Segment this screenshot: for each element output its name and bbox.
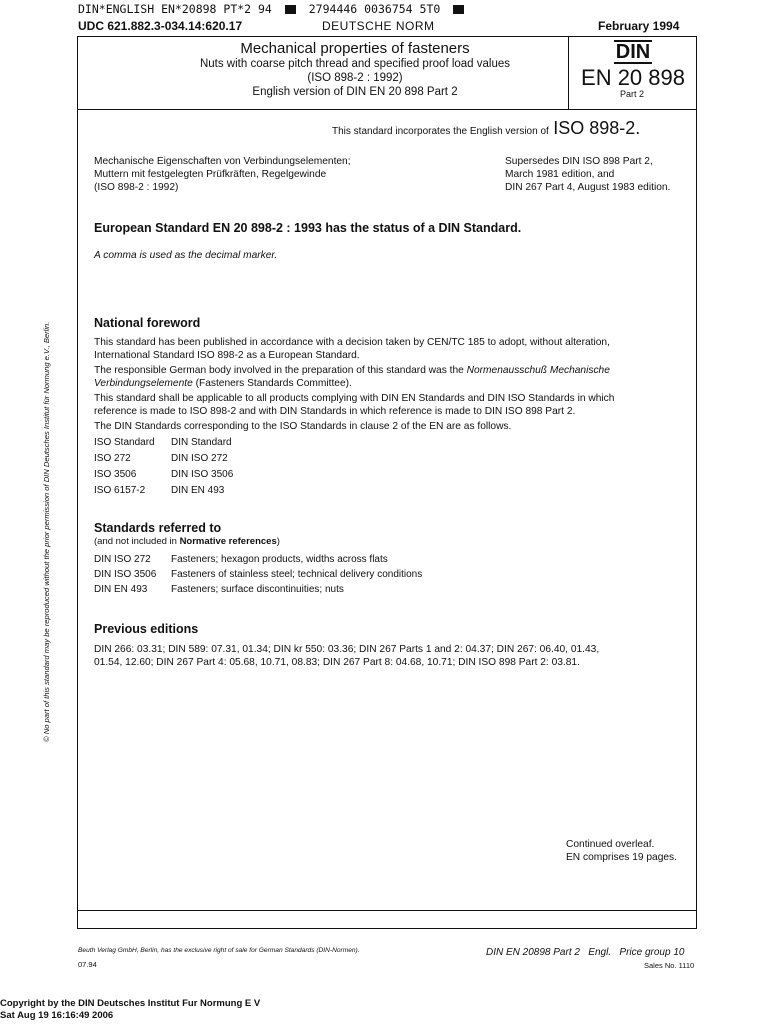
udc-number: UDC 621.882.3-034.14:620.17 xyxy=(78,19,243,33)
national-foreword-heading: National foreword xyxy=(94,316,201,330)
document-code-2: 2794446 0036754 5T0 xyxy=(308,2,441,16)
iso-reference: (ISO 898-2 : 1992) xyxy=(307,72,403,84)
supersedes-line: DIN 267 Part 4, August 1983 edition. xyxy=(505,182,671,193)
subheading-text: ) xyxy=(276,536,280,547)
title-vertical-divider xyxy=(568,36,569,109)
din-cell: DIN ISO 3506 xyxy=(171,469,234,480)
paragraph-line: reference is made to ISO 898-2 and with DIN Standards in which reference is made to DIN ISO 898 Part 2. xyxy=(94,406,576,417)
sales-number: Sales No. 1110 xyxy=(644,961,695,970)
reference-number: DIN ISO 3506 xyxy=(94,569,157,580)
footer-divider xyxy=(77,910,697,911)
table-row xyxy=(94,485,224,496)
din-logo-text: DIN xyxy=(615,41,651,63)
title-block xyxy=(150,40,560,99)
standards-referred-heading: Standards referred to xyxy=(94,521,222,535)
paragraph-line: This standard has been published in accordance with a decision taken by CEN/TC 185 to adopt, without alteration, xyxy=(94,337,610,348)
reference-row xyxy=(94,584,344,595)
copyright-side-note: © No part of this standard may be reproduced without the prior permission of DIN Deutsches Institut für Normung e.V., Berlin. xyxy=(42,321,51,742)
reference-row xyxy=(94,554,388,565)
standards-referred-subheading xyxy=(94,536,280,547)
supersedes-block xyxy=(505,155,670,194)
editions-line: 01.54, 12.60; DIN 267 Part 4: 05.68, 10.71, 08.83; DIN 267 Part 8: 04.68, 10.71; DIN ISO 898 Part 2: 03.81. xyxy=(94,657,580,668)
committee-name: Verbindungselemente xyxy=(94,378,193,389)
en-number: EN 20 898 xyxy=(581,65,685,90)
copyright-line: Copyright by the DIN Deutsches Institut Fur Normung E V xyxy=(0,998,261,1009)
german-title-line: (ISO 898-2 : 1992) xyxy=(94,182,179,193)
document-code-line xyxy=(78,2,464,16)
editions-line: DIN 266: 03.31; DIN 589: 07.31, 01.34; DIN kr 550: 03.36; DIN 267 Parts 1 and 2: 04.37; DIN 267: 06.40, 01.43, xyxy=(94,644,600,655)
document-title: Mechanical properties of fasteners xyxy=(240,40,470,57)
date-code: 07.94 xyxy=(78,960,97,969)
reference-title: Fasteners; surface discontinuities; nuts xyxy=(171,584,344,595)
page-count: EN comprises 19 pages. xyxy=(566,852,677,863)
iso-cell: ISO 6157-2 xyxy=(94,485,146,496)
continued-line: Continued overleaf. xyxy=(566,839,655,850)
reference-row xyxy=(94,569,422,580)
paragraph-line: This standard shall be applicable to all products complying with DIN EN Standards and DIN ISO Standards in which xyxy=(94,393,615,404)
copyright-timestamp: Sat Aug 19 16:16:49 2006 xyxy=(0,1010,114,1021)
english-version: English version of DIN EN 20 898 Part 2 xyxy=(252,86,458,98)
column-header-din: DIN Standard xyxy=(171,437,232,448)
reference-title: Fasteners of stainless steel; technical delivery conditions xyxy=(171,569,423,580)
iso-cell: ISO 272 xyxy=(94,453,131,464)
incorporates-line xyxy=(332,118,640,139)
previous-editions-heading: Previous editions xyxy=(94,622,199,636)
subheading-bold: Normative references xyxy=(179,536,277,547)
iso-cell: ISO 3506 xyxy=(94,469,137,480)
title-divider xyxy=(77,109,697,110)
document-subtitle: Nuts with coarse pitch thread and specified proof load values xyxy=(199,58,511,70)
reference-title: Fasteners; hexagon products, widths across flats xyxy=(171,554,388,565)
document-code: DIN*ENGLISH EN*20898 PT*2 94 xyxy=(78,2,272,16)
beuth-note: Beuth Verlag GmbH, Berlin, has the exclusive right of sale for German Standards (DIN-Normen). xyxy=(78,947,360,954)
paragraph-text: (Fasteners Standards Committee). xyxy=(192,378,352,389)
supersedes-line: March 1981 edition, and xyxy=(505,169,615,180)
status-heading: European Standard EN 20 898-2 : 1993 has the status of a DIN Standard. xyxy=(94,221,522,235)
national-foreword-body xyxy=(94,336,689,433)
subheading-text: (and not included in xyxy=(94,536,180,547)
incorporates-text: This standard incorporates the English version of xyxy=(332,126,549,137)
din-cell: DIN EN 493 xyxy=(171,485,225,496)
decimal-note: A comma is used as the decimal marker. xyxy=(94,250,278,261)
reference-number: DIN EN 493 xyxy=(94,584,148,595)
committee-name: Normenausschuß Mechanische xyxy=(466,365,610,376)
column-header-iso: ISO Standard xyxy=(94,437,155,448)
copyright-notice xyxy=(0,998,260,1022)
german-title xyxy=(94,155,351,194)
paragraph-line: The DIN Standards corresponding to the ISO Standards in clause 2 of the EN are as follows. xyxy=(94,421,512,432)
table-row xyxy=(94,469,233,480)
continued-note xyxy=(566,838,677,864)
reference-number: DIN ISO 272 xyxy=(94,554,151,565)
din-logo xyxy=(614,40,652,64)
black-block xyxy=(453,5,464,14)
paragraph-line: International Standard ISO 898-2 as a European Standard. xyxy=(94,350,360,361)
paragraph-text: The responsible German body involved in the preparation of this standard was the xyxy=(94,365,467,376)
german-title-line: Mechanische Eigenschaften von Verbindungselementen; xyxy=(94,156,351,167)
document-reference: DIN EN 20898 Part 2 Engl. Price group 10 xyxy=(486,947,685,958)
din-logo-block xyxy=(570,40,696,99)
part-label: Part 2 xyxy=(620,89,645,99)
table-row xyxy=(94,453,228,464)
din-cell: DIN ISO 272 xyxy=(171,453,228,464)
deutsche-norm: DEUTSCHE NORM xyxy=(322,19,435,33)
supersedes-line: Supersedes DIN ISO 898 Part 2, xyxy=(505,156,653,167)
table-header xyxy=(94,437,232,448)
previous-editions-body xyxy=(94,643,599,669)
german-title-line: Muttern mit festgelegten Prüfkräften, Regelgewinde xyxy=(94,169,327,180)
iso-number: ISO 898-2. xyxy=(553,118,641,138)
paragraph-line xyxy=(94,364,689,377)
paragraph-line xyxy=(94,377,689,390)
black-block xyxy=(285,5,296,14)
issue-date: February 1994 xyxy=(598,19,680,33)
